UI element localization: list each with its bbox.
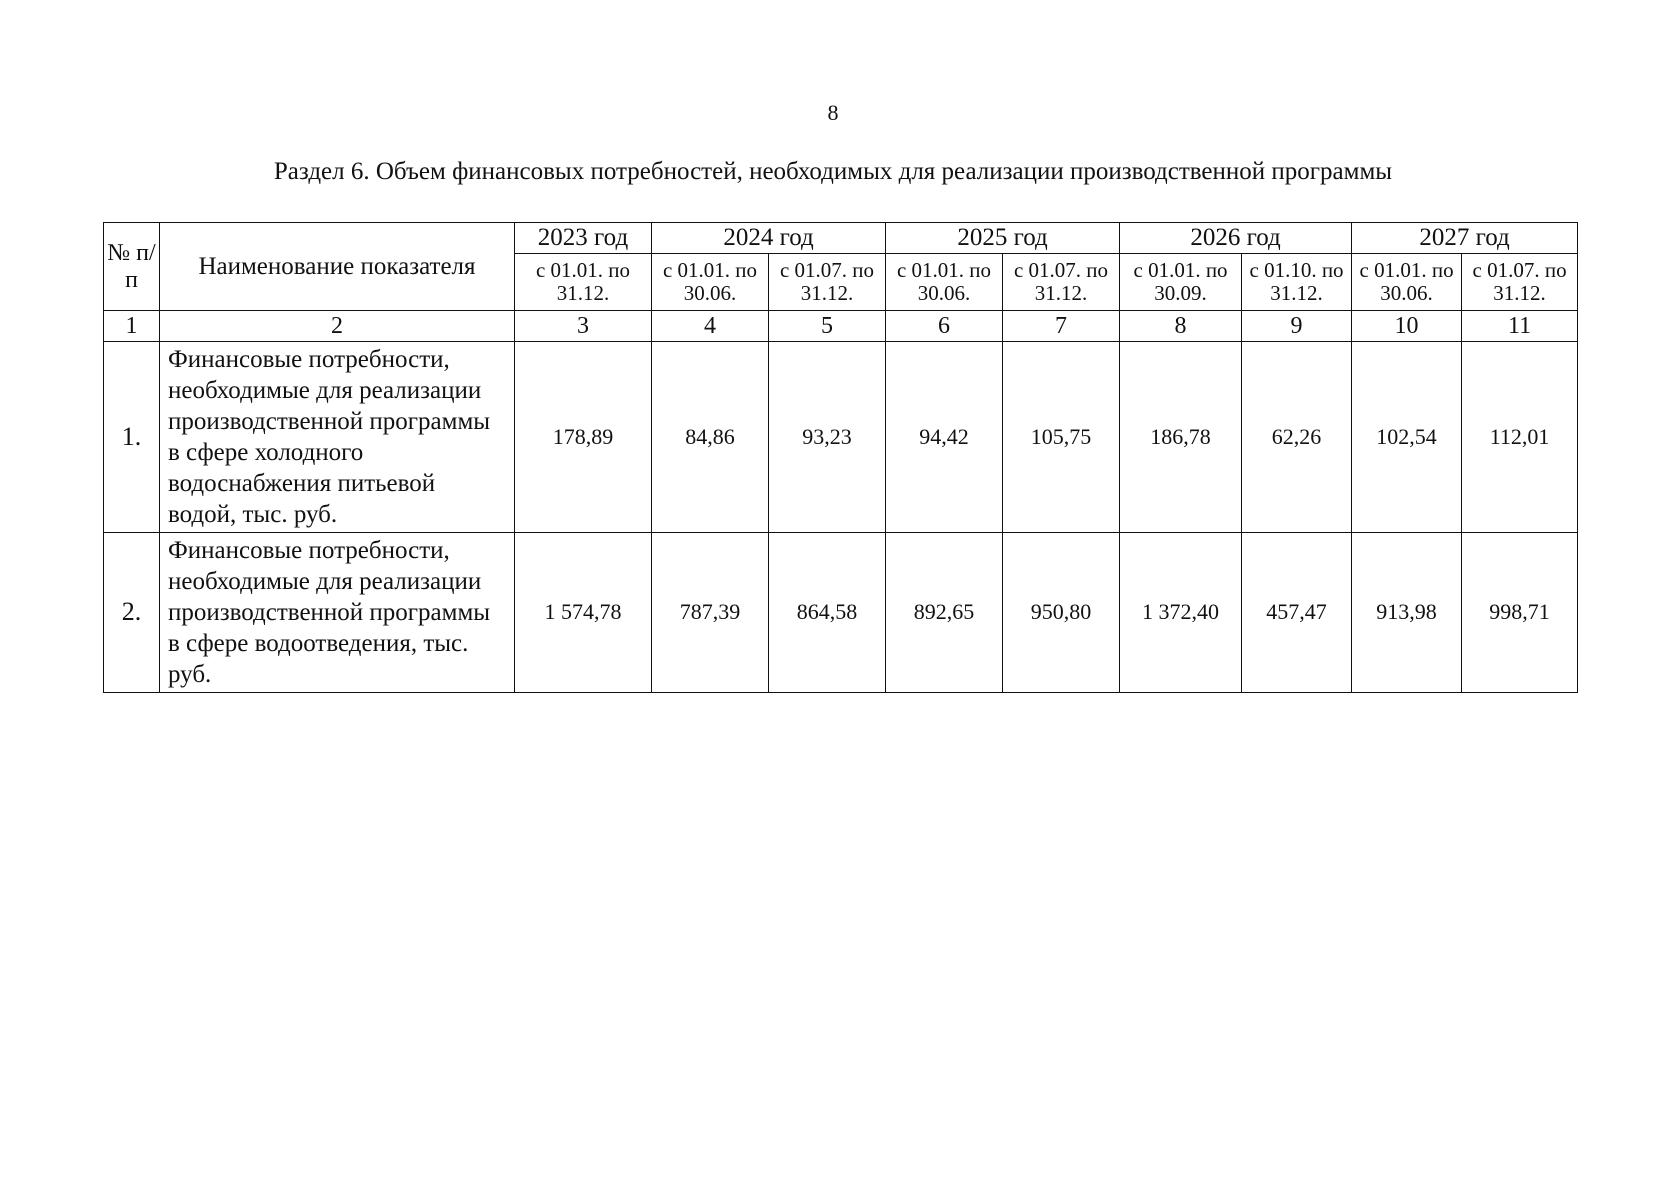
header-period: с 01.10. по 31.12. bbox=[1242, 254, 1352, 311]
column-index: 6 bbox=[886, 311, 1003, 342]
header-year: 2023 год bbox=[515, 223, 652, 254]
value-cell: 787,39 bbox=[652, 533, 769, 693]
header-period: с 01.01. по 30.06. bbox=[1352, 254, 1462, 311]
table-body bbox=[104, 342, 1578, 693]
header-row-years bbox=[104, 223, 1578, 254]
row-number: 2. bbox=[104, 533, 160, 693]
value-cell: 1 574,78 bbox=[515, 533, 652, 693]
table-header bbox=[104, 223, 1578, 342]
header-number: № п/п bbox=[104, 223, 160, 311]
header-indicator-name: Наименование показателя bbox=[160, 223, 515, 311]
column-index: 8 bbox=[1120, 311, 1242, 342]
value-cell: 62,26 bbox=[1242, 342, 1352, 533]
page-number: 8 bbox=[827, 100, 839, 125]
header-year: 2024 год bbox=[652, 223, 886, 254]
column-index: 9 bbox=[1242, 311, 1352, 342]
column-index: 7 bbox=[1003, 311, 1120, 342]
header-year: 2025 год bbox=[886, 223, 1120, 254]
header-period: с 01.01. по 30.09. bbox=[1120, 254, 1242, 311]
value-cell: 913,98 bbox=[1352, 533, 1462, 693]
column-index: 3 bbox=[515, 311, 652, 342]
value-cell: 93,23 bbox=[769, 342, 886, 533]
value-cell: 105,75 bbox=[1003, 342, 1120, 533]
section-title: Раздел 6. Объем финансовых потребностей, необходимых для реализации производственной программы bbox=[273, 158, 1393, 185]
value-cell: 457,47 bbox=[1242, 533, 1352, 693]
header-period: с 01.07. по 31.12. bbox=[769, 254, 886, 311]
value-cell: 186,78 bbox=[1120, 342, 1242, 533]
header-period: с 01.07. по 31.12. bbox=[1462, 254, 1578, 311]
row-number: 1. bbox=[104, 342, 160, 533]
value-cell: 864,58 bbox=[769, 533, 886, 693]
header-period: с 01.01. по 30.06. bbox=[652, 254, 769, 311]
value-cell: 892,65 bbox=[886, 533, 1003, 693]
value-cell: 178,89 bbox=[515, 342, 652, 533]
header-period: с 01.01. по 30.06. bbox=[886, 254, 1003, 311]
column-index: 2 bbox=[160, 311, 515, 342]
header-period: с 01.01. по 31.12. bbox=[515, 254, 652, 311]
value-cell: 950,80 bbox=[1003, 533, 1120, 693]
column-index: 11 bbox=[1462, 311, 1578, 342]
value-cell: 94,42 bbox=[886, 342, 1003, 533]
table-row bbox=[104, 342, 1578, 533]
value-cell: 102,54 bbox=[1352, 342, 1462, 533]
row-indicator-name: Финансовые потребности, необходимые для реализации производственной программы в сфере холодного водоснабжения питьевой водой, тыс. руб. bbox=[160, 342, 515, 533]
column-index: 1 bbox=[104, 311, 160, 342]
column-index: 10 bbox=[1352, 311, 1462, 342]
header-year: 2027 год bbox=[1352, 223, 1578, 254]
value-cell: 84,86 bbox=[652, 342, 769, 533]
header-period: с 01.07. по 31.12. bbox=[1003, 254, 1120, 311]
value-cell: 1 372,40 bbox=[1120, 533, 1242, 693]
column-index: 5 bbox=[769, 311, 886, 342]
column-index: 4 bbox=[652, 311, 769, 342]
row-indicator-name: Финансовые потребности, необходимые для реализации производственной программы в сфере водоотведения, тыс. руб. bbox=[160, 533, 515, 693]
table-row bbox=[104, 533, 1578, 693]
value-cell: 998,71 bbox=[1462, 533, 1578, 693]
header-row-column-indices bbox=[104, 311, 1578, 342]
value-cell: 112,01 bbox=[1462, 342, 1578, 533]
header-year: 2026 год bbox=[1120, 223, 1352, 254]
financial-needs-table bbox=[103, 222, 1578, 693]
